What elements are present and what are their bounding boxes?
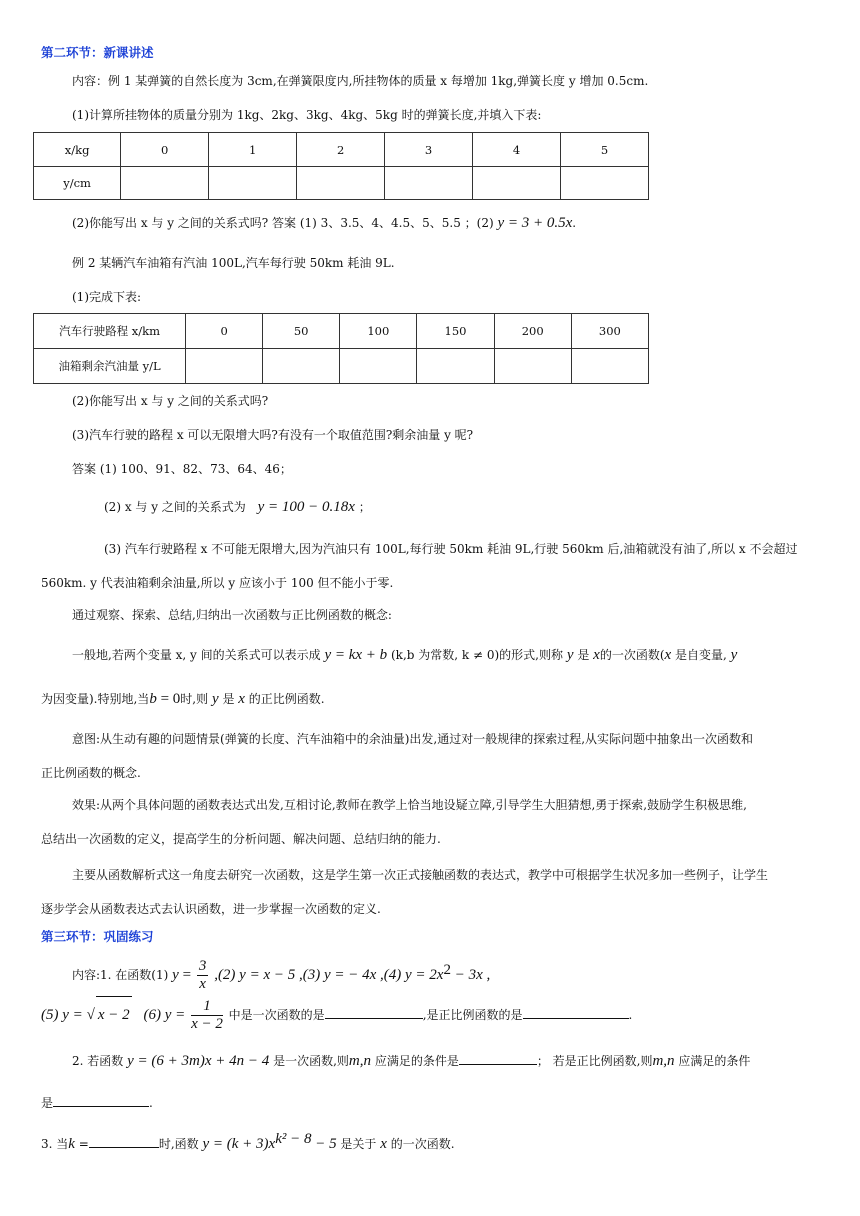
section2-heading: 第二环节：新课讲述 — [41, 45, 154, 60]
table-cell: 50 — [263, 314, 340, 349]
p1-func6: (6) y = — [143, 1007, 186, 1023]
formula-fuel: y = 100 − 0.18x — [257, 499, 355, 515]
p2-text-b: 是一次函数,则 — [273, 1054, 349, 1068]
intent-line2: 正比例函数的概念. — [41, 766, 141, 780]
answer-blank-linear[interactable] — [325, 1004, 423, 1019]
p2-period: . — [149, 1096, 153, 1110]
table-cell: 4 — [473, 133, 561, 167]
def-line2-d: 的正比例函数. — [248, 692, 325, 706]
p3-formula-tail: − 5 — [311, 1136, 337, 1152]
table-cell — [385, 167, 473, 200]
p2-text-d: ； 若是正比例函数,则 — [536, 1054, 653, 1068]
example2-question3: (3)汽车行驶的路程 x 可以无限增大吗?有没有一个取值范围?剩余油量 y 呢? — [72, 428, 474, 442]
definition-line1: 一般地,若两个变量 x, y 间的关系式可以表示成 y = kx + b (k,b 为常数, k ≠ 0)的形式,则称 y 是 x的一次函数(x 是自变量, y — [72, 647, 738, 663]
fraction-denominator: x — [199, 976, 206, 992]
example1-intro: 内容：例 1 某弹簧的自然长度为 3cm,在弹簧限度内,所挂物体的质量 x 每增加 1kg,弹簧长度 y 增加 0.5cm. — [72, 74, 649, 88]
table-cell — [571, 349, 648, 384]
table-cell: 3 — [385, 133, 473, 167]
table-cell: 300 — [571, 314, 648, 349]
example1-question2: (2)你能写出 x 与 y 之间的关系式吗? 答案 (1) 3、3.5、4、4.5、5、5.5 ；(2) y = 3 + 0.5x. — [72, 215, 577, 231]
table-cell — [186, 349, 263, 384]
answer-blank-k[interactable] — [89, 1133, 159, 1148]
table-cell — [561, 167, 649, 200]
table-cell: 100 — [340, 314, 417, 349]
def-line2-a: 为因变量).特别地,当 — [41, 692, 150, 706]
p2-text-a: 2. 若函数 — [72, 1054, 124, 1068]
table-cell — [209, 167, 297, 200]
practice-3: 3. 当k = 时,函数 $y = (k + 3)x^{k^2 - 8} - 5$ 是关于 x 的一次函数. — [41, 1131, 455, 1152]
p3-text-e: 的一次函数. — [390, 1137, 455, 1151]
answer-3-line1: (3) 汽车行驶路程 x 不可能无限增大,因为汽油只有 100L,每行驶 50km 耗油 9L,行驶 560km 后,油箱就没有油了,所以 x 不会超过 — [104, 542, 798, 556]
answer-2: (2) x 与 y 之间的关系式为 y = 100 − 0.18x ； — [104, 499, 371, 515]
table-cell: y/cm — [34, 167, 121, 200]
sqrt-radicand: x − 2 — [96, 996, 132, 1033]
p2-line2-text: 是 — [41, 1096, 54, 1110]
fuel-table — [33, 313, 649, 384]
concept-intro: 通过观察、探索、总结,归纳出一次函数与正比例函数的概念: — [72, 608, 392, 622]
formula-spring: y = 3 + 0.5x — [497, 215, 573, 231]
def-text-c: 是 — [577, 648, 590, 662]
answer-blank-proportional[interactable] — [523, 1004, 629, 1019]
fraction-numerator: 1 — [191, 998, 223, 1016]
p1-exponent: 2 — [443, 962, 451, 978]
table-cell: x/kg — [34, 133, 121, 167]
table-cell — [473, 167, 561, 200]
p3-text-c: 时,函数 — [158, 1137, 199, 1151]
spring-table — [33, 132, 649, 200]
def-line2-b: 时,则 — [180, 692, 209, 706]
table-cell: 汽车行驶路程 x/km — [34, 314, 186, 349]
table-cell: 油箱剩余汽油量 y/L — [34, 349, 186, 384]
table-cell: 0 — [121, 133, 209, 167]
table-cell: 200 — [494, 314, 571, 349]
answer-1: 答案 (1) 100、91、82、73、64、46； — [72, 462, 292, 476]
table-cell: 0 — [186, 314, 263, 349]
p1-end-text: ,是正比例函数的是 — [422, 1008, 523, 1022]
answer-2-text: (2) x 与 y 之间的关系式为 — [104, 500, 246, 514]
p3-text-a: 3. 当 — [41, 1137, 69, 1151]
answer-3-line2: 560km. y 代表油箱剩余油量,所以 y 应该小于 100 但不能小于零. — [41, 576, 394, 590]
example2-question1: (1)完成下表: — [72, 290, 142, 304]
p1-period: . — [628, 1008, 633, 1022]
main-line1: 主要从函数解析式这一角度去研究一次函数，这是学生第一次正式接触函数的表达式，教学中可根据学生状况多加一些例子，让学生 — [72, 868, 769, 882]
def-text-e: 是自变量, — [675, 648, 727, 662]
answer-blank-proportional-condition[interactable] — [53, 1092, 149, 1107]
practice-1-line1: 内容:1. 在函数(1) y = $\frac{3}{x}$ ,(2) y = x − 5 ,(3) y = − 4x ,(4) $y = 2x^2 - 3x$ , — [72, 958, 491, 992]
practice-2-line1: 2. 若函数 y = (6 + 3m)x + 4n − 4 是一次函数,则m,n 应满足的条件是 ； 若是正比例函数,则m,n 应满足的条件 — [72, 1050, 750, 1070]
p1-functions-tail: − 3x , — [450, 967, 491, 983]
def-formula: y = kx + b — [324, 647, 388, 663]
def-line2-c: 是 — [222, 692, 235, 706]
p1-mid-text: 中是一次函数的是 — [228, 1008, 325, 1022]
practice-1-line2: (5) y = √ x − 2 (6) y = $\frac{1}{x - 2}$ 中是一次函数的是 ,是正比例函数的是 . — [41, 998, 633, 1032]
table-cell: 2 — [297, 133, 385, 167]
p3-formula: y = (k + 3)x — [202, 1136, 276, 1152]
practice-2-line2 — [41, 1092, 153, 1112]
fraction-denominator: x − 2 — [191, 1016, 223, 1032]
table-cell — [297, 167, 385, 200]
def-text-a: 一般地,若两个变量 x, y 间的关系式可以表示成 — [72, 648, 321, 662]
main-line2: 逐步学会从函数表达式去认识函数，进一步掌握一次函数的定义. — [41, 902, 381, 916]
table-cell — [340, 349, 417, 384]
q2-text: (2)你能写出 x 与 y 之间的关系式吗? 答案 (1) 3、3.5、4、4.5、5、5.5 ；(2) — [72, 216, 498, 230]
fraction-numerator: 3 — [198, 958, 207, 974]
table-cell — [121, 167, 209, 200]
p1-prefix: 内容:1. 在函数(1) — [72, 968, 169, 982]
example2-intro: 例 2 某辆汽车油箱有汽油 100L,汽车每行驶 50km 耗油 9L. — [72, 256, 395, 270]
section3-heading: 第三环节：巩固练习 — [41, 929, 154, 944]
def-text-b: (k,b 为常数, k ≠ 0)的形式,则称 — [391, 648, 563, 662]
example1-question1: (1)计算所挂物体的质量分别为 1kg、2kg、3kg、4kg、5kg 时的弹簧长度,并填入下表: — [72, 108, 542, 122]
example2-question2: (2)你能写出 x 与 y 之间的关系式吗? — [72, 394, 269, 408]
table-cell: 5 — [561, 133, 649, 167]
p3-text-d: 是关于 — [340, 1137, 377, 1151]
intent-line1: 意图:从生动有趣的问题情景(弹簧的长度、汽车油箱中的余油量)出发,通过对一般规律的探索过程,从实际问题中抽象出一次函数和 — [72, 732, 754, 746]
p2-text-c: 应满足的条件是 — [374, 1054, 459, 1068]
answer-blank-linear-condition[interactable] — [459, 1050, 537, 1065]
table-cell: 150 — [417, 314, 494, 349]
p1-func5: (5) y = — [41, 1007, 83, 1023]
effect-line1: 效果:从两个具体问题的函数表达式出发,互相讨论,教师在教学上恰当地设疑立障,引导学生大胆猜想,勇于探索,鼓励学生积极思维, — [72, 798, 747, 812]
p3-equals: = — [74, 1137, 89, 1151]
table-cell — [263, 349, 340, 384]
definition-line2: 为因变量).特别地,当b = 0时,则 y 是 x 的正比例函数. — [41, 691, 325, 707]
p1-functions: ,(2) y = x − 5 ,(3) y = − 4x ,(4) y = 2x — [214, 967, 444, 983]
table-cell — [494, 349, 571, 384]
p3-exponent: k² − 8 — [275, 1131, 312, 1147]
table-cell — [417, 349, 494, 384]
p2-text-e: 应满足的条件 — [678, 1054, 751, 1068]
table-cell: 1 — [209, 133, 297, 167]
effect-line2: 总结出一次函数的定义，提高学生的分析问题、解决问题、总结归纳的能力. — [41, 832, 441, 846]
p2-formula: y = (6 + 3m)x + 4n − 4 — [127, 1053, 270, 1069]
def-text-d: 的一次函数( — [599, 648, 665, 662]
